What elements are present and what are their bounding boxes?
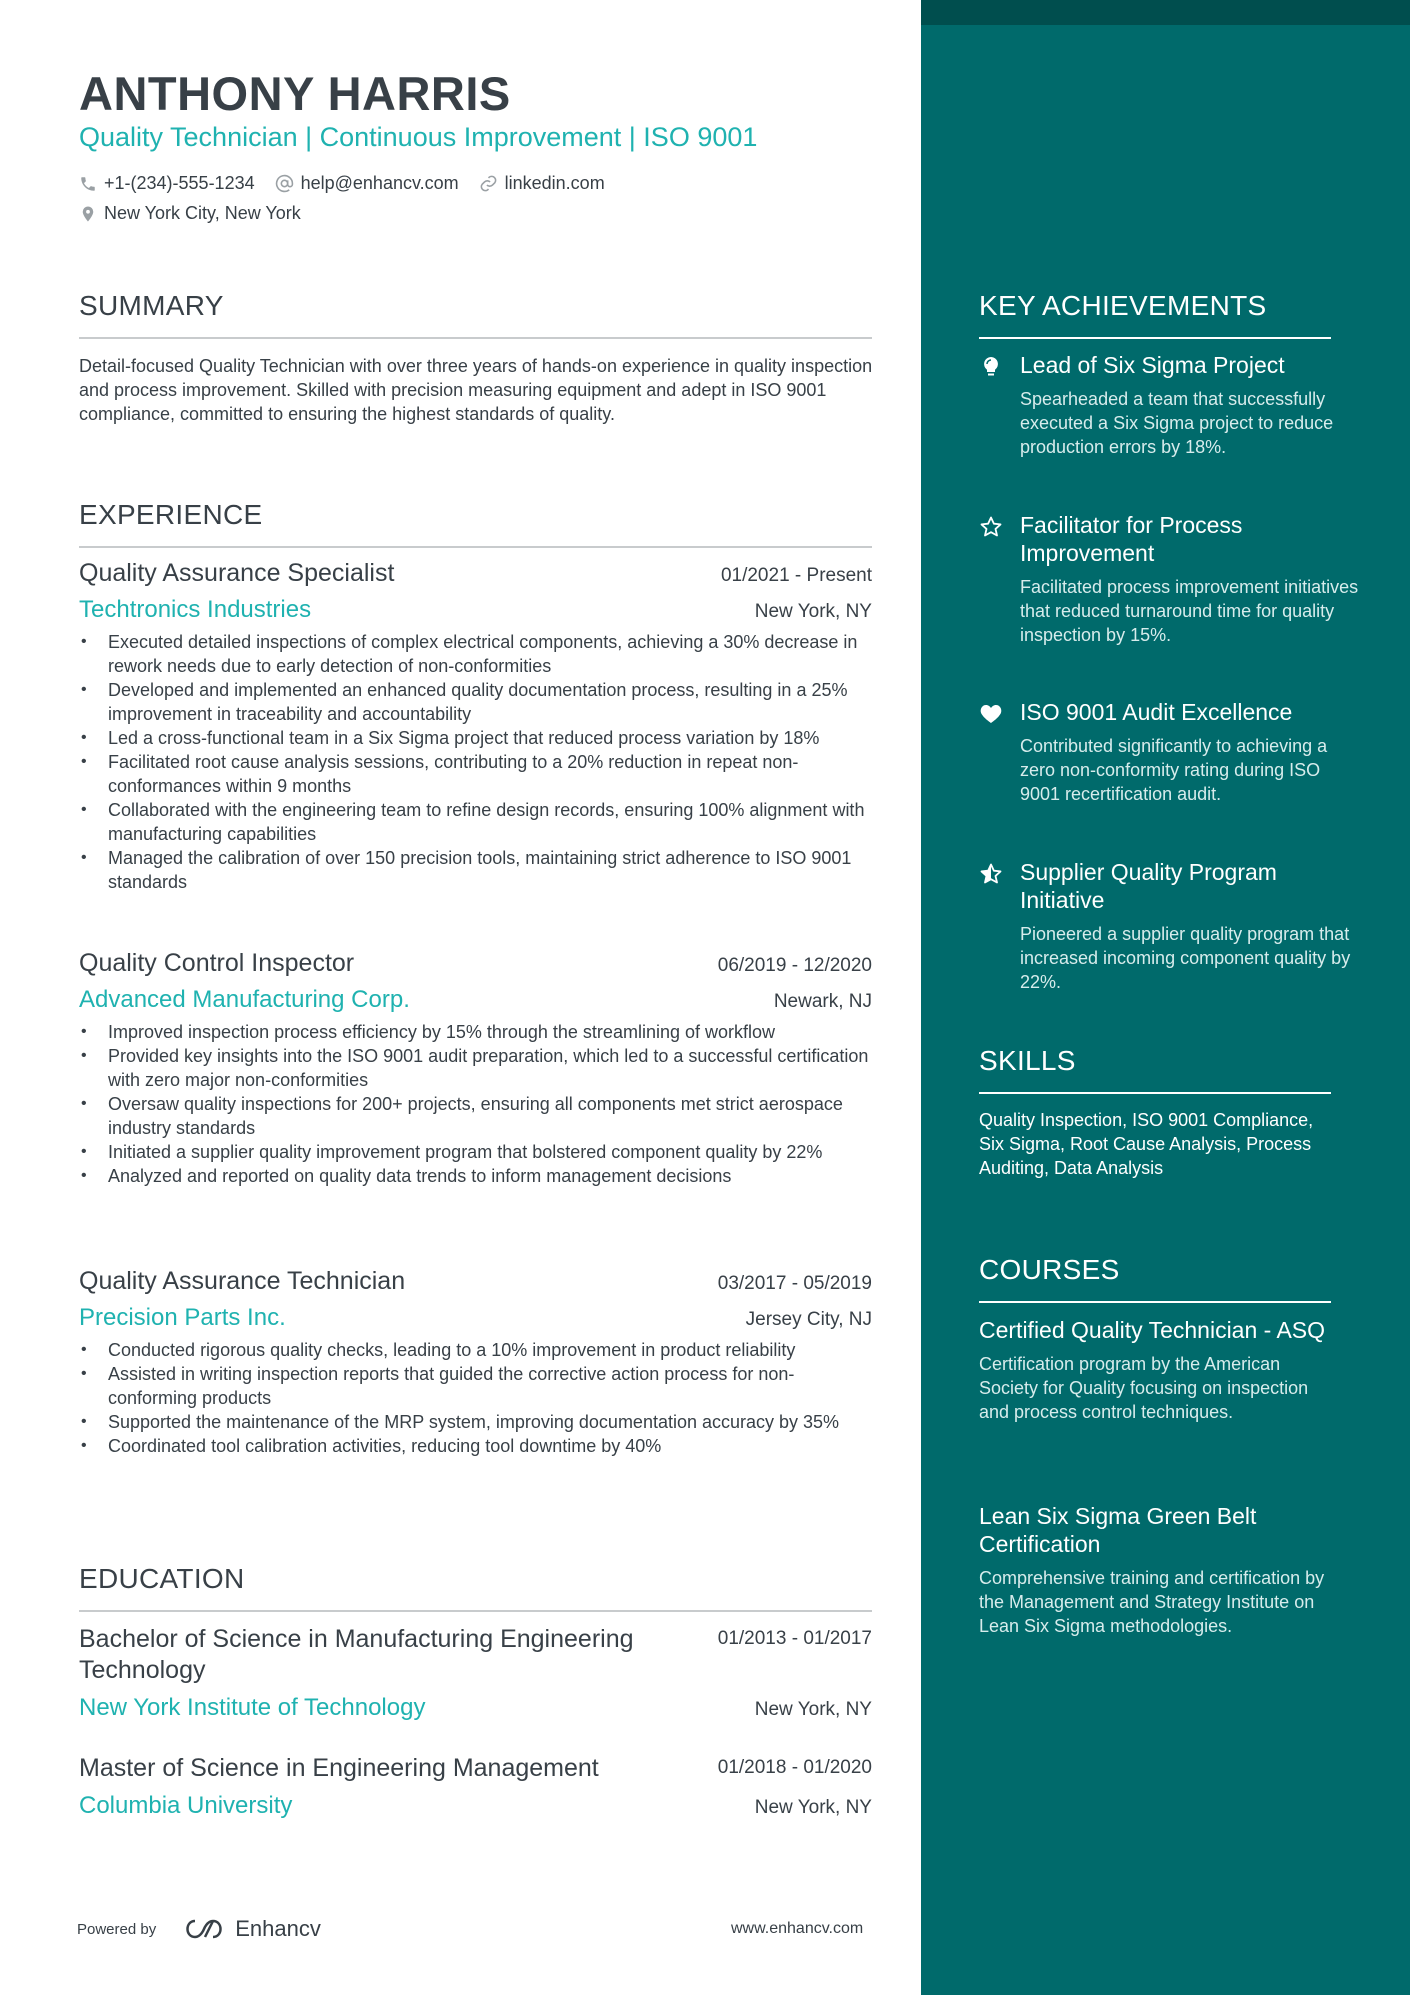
achievement-item xyxy=(979,698,1359,806)
courses-divider xyxy=(979,1301,1331,1303)
achievement-title: Facilitator for Process Improvement xyxy=(1020,512,1243,566)
bullet-item: • Conducted rigorous quality checks, leading to a 10% improvement in product reliability xyxy=(79,1338,872,1362)
achievement-item xyxy=(979,351,1359,459)
heart-icon xyxy=(979,702,1003,726)
lightbulb-icon xyxy=(979,355,1003,379)
school-name: New York Institute of Technology xyxy=(79,1694,426,1721)
location-text: New York City, New York xyxy=(104,203,301,223)
job-location: Jersey City, NJ xyxy=(745,1309,872,1330)
bullet-item: • Provided key insights into the ISO 9001 audit preparation, which led to a successful certification with zero major non-conformities xyxy=(79,1044,872,1092)
job-bullets xyxy=(79,1020,872,1188)
bullet-item: • Oversaw quality inspections for 200+ projects, ensuring all components met strict aerospace industry standards xyxy=(79,1092,872,1140)
location-row xyxy=(79,203,321,224)
school-location: New York, NY xyxy=(754,1699,872,1720)
location-contact xyxy=(79,203,301,224)
job-location: Newark, NJ xyxy=(773,991,872,1012)
bullet-item: • Improved inspection process efficiency by 15% through the streamlining of workflow xyxy=(79,1020,872,1044)
achievement-description: Pioneered a supplier quality program that increased incoming component quality by 22%. xyxy=(1020,924,1351,992)
enhancv-logo[interactable] xyxy=(181,1916,321,1942)
achievement-item xyxy=(979,511,1359,647)
course-description: Comprehensive training and certification by the Management and Strategy Institute on Lean Six Sigma methodologies. xyxy=(979,1568,1325,1636)
achievement-title: Supplier Quality Program Initiative xyxy=(1020,859,1277,913)
phone-contact[interactable] xyxy=(79,173,255,194)
summary-text: Detail-focused Quality Technician with over three years of hands-on experience in quality inspection and process improvement. Skilled with precision measuring equipment and adept in ISO 9001 compliance, committed to ensuring the highest standards of quality. xyxy=(79,356,873,424)
achievement-item xyxy=(979,858,1359,994)
degree: Master of Science in Engineering Management xyxy=(79,1754,599,1782)
job-bullets xyxy=(79,1338,872,1458)
linkedin-text: linkedin.com xyxy=(504,173,605,193)
education-entry xyxy=(79,1624,872,1722)
achievement-description: Contributed significantly to achieving a zero non-conformity rating during ISO 9001 recertification audit. xyxy=(1020,736,1328,804)
bullet-item: • Developed and implemented an enhanced quality documentation process, resulting in a 25% improvement in traceability and accountability xyxy=(79,678,872,726)
bullet-item: • Analyzed and reported on quality data trends to inform management decisions xyxy=(79,1164,872,1188)
linkedin-contact[interactable] xyxy=(479,173,605,194)
candidate-name: ANTHONY HARRIS xyxy=(79,67,511,120)
skills-text: Quality Inspection, ISO 9001 Compliance, Six Sigma, Root Cause Analysis, Process Auditing, Data Analysis xyxy=(979,1110,1314,1178)
sidebar-top-bar xyxy=(921,0,1410,25)
bullet-item: • Facilitated root cause analysis sessions, contributing to a 20% reduction in repeat non-conformances within 9 months xyxy=(79,750,872,798)
at-icon xyxy=(275,174,294,193)
job-title: Quality Control Inspector xyxy=(79,949,355,977)
education-dates: 01/2013 - 01/2017 xyxy=(717,1628,872,1649)
bullet-item: • Assisted in writing inspection reports that guided the corrective action process for non-conforming products xyxy=(79,1362,872,1410)
powered-by-label: Powered by xyxy=(77,1920,157,1938)
school-name: Columbia University xyxy=(79,1792,293,1819)
company-name: Advanced Manufacturing Corp. xyxy=(79,986,410,1013)
job-dates: 06/2019 - 12/2020 xyxy=(717,955,872,976)
achievement-description: Spearheaded a team that successfully executed a Six Sigma project to reduce production errors by 18%. xyxy=(1020,389,1334,457)
phone-text: +1-(234)-555-1234 xyxy=(104,173,255,193)
job-dates: 03/2017 - 05/2019 xyxy=(717,1273,872,1294)
achievement-description: Facilitated process improvement initiatives that reduced turnaround time for quality inspection by 15%. xyxy=(1020,577,1359,645)
education-divider xyxy=(79,1610,872,1612)
email-text: help@enhancv.com xyxy=(300,173,459,193)
email-contact[interactable] xyxy=(275,173,459,194)
degree: Bachelor of Science in Manufacturing Engineering Technology xyxy=(79,1625,634,1684)
bullet-item: • Led a cross-functional team in a Six Sigma project that reduced process variation by 18% xyxy=(79,726,872,750)
job-location: New York, NY xyxy=(754,601,872,622)
map-pin-icon xyxy=(79,204,97,224)
achievement-title: ISO 9001 Audit Excellence xyxy=(1020,699,1293,725)
job-title: Quality Assurance Technician xyxy=(79,1267,406,1295)
phone-icon xyxy=(79,175,97,193)
job-entry xyxy=(79,949,872,1188)
course-item xyxy=(979,1502,1339,1638)
summary-heading: SUMMARY xyxy=(79,290,224,321)
job-entry xyxy=(79,559,872,894)
company-name: Precision Parts Inc. xyxy=(79,1304,286,1331)
job-entry xyxy=(79,1267,872,1458)
course-item xyxy=(979,1316,1339,1424)
bullet-item: • Collaborated with the engineering team to refine design records, ensuring 100% alignment with manufacturing capabilities xyxy=(79,798,872,846)
course-description: Certification program by the American Society for Quality focusing on inspection and process control techniques. xyxy=(979,1354,1309,1422)
company-name: Techtronics Industries xyxy=(79,596,312,623)
education-entry xyxy=(79,1753,872,1820)
course-title: Certified Quality Technician - ASQ xyxy=(979,1317,1326,1343)
sidebar xyxy=(921,0,1410,1995)
link-icon xyxy=(479,174,498,193)
school-location: New York, NY xyxy=(754,1797,872,1818)
bullet-item: • Managed the calibration of over 150 precision tools, maintaining strict adherence to ISO 9001 standards xyxy=(79,846,872,894)
star-half-icon xyxy=(979,862,1003,886)
achievements-divider xyxy=(979,337,1331,339)
courses-heading: COURSES xyxy=(979,1254,1120,1285)
education-heading: EDUCATION xyxy=(79,1563,245,1594)
education-dates: 01/2018 - 01/2020 xyxy=(717,1757,872,1778)
star-outline-icon xyxy=(979,515,1003,539)
enhancv-logo-icon xyxy=(181,1917,227,1941)
achievements-heading: KEY ACHIEVEMENTS xyxy=(979,290,1267,321)
bullet-item: • Coordinated tool calibration activities, reducing tool downtime by 40% xyxy=(79,1434,872,1458)
summary-divider xyxy=(79,337,872,339)
skills-divider xyxy=(979,1092,1331,1094)
job-bullets xyxy=(79,630,872,894)
brand-name: Enhancv xyxy=(235,1916,321,1941)
achievement-title: Lead of Six Sigma Project xyxy=(1020,352,1285,378)
experience-heading: EXPERIENCE xyxy=(79,499,263,530)
job-dates: 01/2021 - Present xyxy=(720,565,872,586)
footer-powered-by xyxy=(77,1916,321,1942)
job-title: Quality Assurance Specialist xyxy=(79,559,395,587)
contact-row xyxy=(79,173,625,194)
skills-heading: SKILLS xyxy=(979,1045,1076,1076)
experience-divider xyxy=(79,546,872,548)
footer-url[interactable]: www.enhancv.com xyxy=(731,1920,864,1937)
course-title: Lean Six Sigma Green Belt Certification xyxy=(979,1503,1257,1557)
bullet-item: • Supported the maintenance of the MRP system, improving documentation accuracy by 35% xyxy=(79,1410,872,1434)
bullet-item: • Executed detailed inspections of complex electrical components, achieving a 30% decrease in rework needs due to early detection of non-conformities xyxy=(79,630,872,678)
bullet-item: • Initiated a supplier quality improvement program that bolstered component quality by 22% xyxy=(79,1140,872,1164)
headline: Quality Technician | Continuous Improvement | ISO 9001 xyxy=(79,122,758,152)
